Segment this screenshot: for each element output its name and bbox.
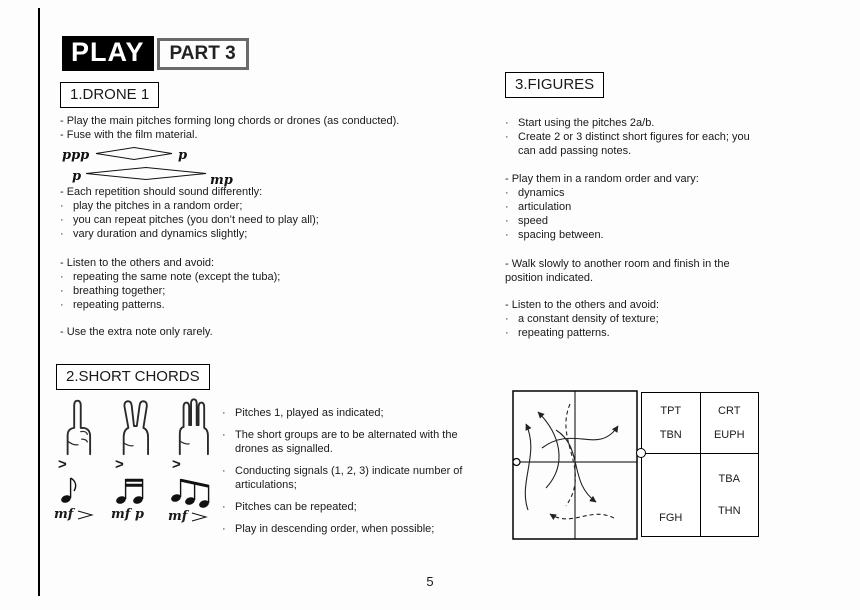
table-bottom-half <box>642 454 758 536</box>
crescendo-decrescendo-hairpin-icon <box>86 168 206 180</box>
bullet-glyph: · <box>505 327 509 339</box>
hand-sign-column <box>54 396 106 524</box>
bullet-glyph: · <box>60 228 64 240</box>
section-title-figures: 3.FIGURES <box>505 72 604 98</box>
list-item-text: Start using the pitches 2a/b. <box>518 117 655 129</box>
instrument-label: CRT <box>718 405 741 417</box>
repetition-heading: - Each repetition should sound differently: <box>60 186 263 198</box>
crescendo-decrescendo-hairpin-icon <box>96 148 172 160</box>
list-item-text: you can repeat pitches (you don’t need to play all); <box>73 214 319 226</box>
list-item-text: Create 2 or 3 distinct short figures for each; you can add passing notes. <box>518 131 750 157</box>
figures-intro-block <box>505 116 763 158</box>
list-item <box>505 214 763 228</box>
eighth-note-icon <box>54 472 94 506</box>
bullet-glyph: · <box>222 501 226 513</box>
listen-heading: - Listen to the others and avoid: <box>60 257 215 269</box>
bullet-glyph: · <box>505 117 509 129</box>
list-item <box>505 312 763 326</box>
bullet-glyph: · <box>60 299 64 311</box>
dynamics-row <box>54 507 94 522</box>
decrescendo-hairpin-icon <box>190 512 208 522</box>
bullet-glyph: · <box>60 200 64 212</box>
table-column <box>701 393 759 453</box>
list-item-text: dynamics <box>518 187 565 199</box>
dynamics-row <box>168 509 208 524</box>
list-item <box>222 500 467 514</box>
figures-walk-block <box>505 257 757 285</box>
bullet-glyph: · <box>222 465 226 477</box>
drone-dynamics-diagram <box>60 144 250 188</box>
hand-sign-2-icon <box>111 396 157 456</box>
dynamics-row <box>111 507 144 522</box>
drone-listen-block <box>60 256 460 312</box>
list-item-text: repeating patterns. <box>518 327 610 339</box>
instrument-label: EUPH <box>713 429 745 441</box>
dynamic-p-label: p <box>72 169 82 184</box>
drone-repetition-block <box>60 185 460 241</box>
bullet-glyph: · <box>60 214 64 226</box>
page-header <box>62 36 249 71</box>
list-item <box>505 116 763 130</box>
figures-vary-block <box>505 172 763 242</box>
bullet-glyph: · <box>505 313 509 325</box>
bullet-glyph: · <box>505 229 509 241</box>
instrument-label: TBA <box>718 473 740 486</box>
list-item <box>60 213 460 227</box>
listen-heading: - Listen to the others and avoid: <box>505 299 660 311</box>
list-item-text: repeating patterns. <box>73 299 165 311</box>
beamed-note-group-icon <box>168 472 220 508</box>
hand-sign-3-icon <box>168 396 216 456</box>
list-item <box>505 186 763 200</box>
list-item-text: a constant density of texture; <box>518 313 659 325</box>
dynamic-marking: mf <box>168 509 188 524</box>
dynamic-marking: mf <box>54 507 74 522</box>
drone-intro-block <box>60 114 460 142</box>
bullet-glyph: · <box>60 285 64 297</box>
movement-path-arrows <box>525 404 618 519</box>
table-column <box>701 454 759 536</box>
accent-mark: > <box>115 456 124 473</box>
bullet-glyph: · <box>505 187 509 199</box>
bullet-glyph: · <box>222 407 226 419</box>
list-item-text: vary duration and dynamics slightly; <box>73 228 248 240</box>
drone-intro-line: - Play the main pitches forming long chords or drones (as conducted). <box>60 115 400 127</box>
drone-extra-note <box>60 325 460 339</box>
list-item <box>60 270 460 284</box>
table-top-half <box>642 393 758 454</box>
list-item-text: Conducting signals (1, 2, 3) indicate number of articulations; <box>235 465 463 491</box>
list-item-text: Pitches can be repeated; <box>235 501 357 513</box>
bullet-glyph: · <box>505 201 509 213</box>
page-left-rule <box>38 8 40 596</box>
header-part-label: PART 3 <box>157 38 249 70</box>
accent-mark: > <box>58 456 67 473</box>
section-title-short-chords: 2.SHORT CHORDS <box>56 364 210 390</box>
instrument-label: THN <box>717 504 741 517</box>
list-item-text: The short groups are to be alternated with the drones as signalled. <box>235 429 458 455</box>
beamed-sixteenth-notes-icon <box>111 472 155 506</box>
list-item <box>222 464 467 492</box>
decrescendo-hairpin-icon <box>76 510 94 520</box>
vary-heading: - Play them in a random order and vary: <box>505 173 699 185</box>
list-item <box>60 227 460 241</box>
conductor-position-marker <box>513 459 520 466</box>
list-item <box>60 199 460 213</box>
list-item <box>222 428 467 456</box>
extra-note-text: - Use the extra note only rarely. <box>60 326 213 338</box>
list-item-text: speed <box>518 215 548 227</box>
list-item <box>222 406 467 420</box>
list-item <box>60 298 460 312</box>
list-item <box>505 326 763 340</box>
floor-plan-diagram <box>512 390 638 540</box>
list-item <box>505 228 763 242</box>
list-item-text: articulation <box>518 201 572 213</box>
instrument-label: TPT <box>660 405 682 417</box>
bullet-glyph: · <box>222 523 226 535</box>
drone-intro-line: - Fuse with the film material. <box>60 129 198 141</box>
hand-sign-column <box>111 396 163 524</box>
hand-sign-column <box>168 396 220 524</box>
list-item-text: Pitches 1, played as indicated; <box>235 407 384 419</box>
section-title-drone: 1.DRONE 1 <box>60 82 159 108</box>
list-item-text: play the pitches in a random order; <box>73 200 243 212</box>
table-column <box>642 393 701 453</box>
list-item-text: repeating the same note (except the tuba); <box>73 271 281 283</box>
bullet-glyph: · <box>505 131 509 143</box>
figures-listen-block <box>505 298 763 340</box>
instrument-label: FGH <box>659 512 683 524</box>
page-number: 5 <box>426 574 434 589</box>
list-item <box>60 284 460 298</box>
list-item-text: Play in descending order, when possible; <box>235 523 435 535</box>
walk-text: - Walk slowly to another room and finish in the position indicated. <box>505 258 730 284</box>
list-item <box>505 200 763 214</box>
list-item <box>505 130 763 158</box>
list-item-text: spacing between. <box>518 229 604 241</box>
table-column <box>642 454 701 536</box>
short-chords-list <box>222 406 467 544</box>
ensemble-position-table <box>641 392 759 537</box>
dynamic-ppp-label: ppp <box>62 148 90 163</box>
list-item-text: breathing together; <box>73 285 166 297</box>
bullet-glyph: · <box>222 429 226 441</box>
bullet-glyph: · <box>60 271 64 283</box>
hand-signs-figure <box>54 396 220 524</box>
bullet-glyph: · <box>505 215 509 227</box>
dynamic-mp-label: mp <box>210 173 233 188</box>
header-play-label: PLAY <box>62 36 154 71</box>
list-item <box>222 522 467 536</box>
accent-mark: > <box>172 456 181 473</box>
dynamic-p-label: p <box>178 148 188 163</box>
dynamic-marking: mf p <box>111 507 144 522</box>
hand-sign-1-icon <box>54 396 100 456</box>
conductor-position-marker <box>636 448 646 458</box>
instrument-label: TBN <box>659 429 682 441</box>
